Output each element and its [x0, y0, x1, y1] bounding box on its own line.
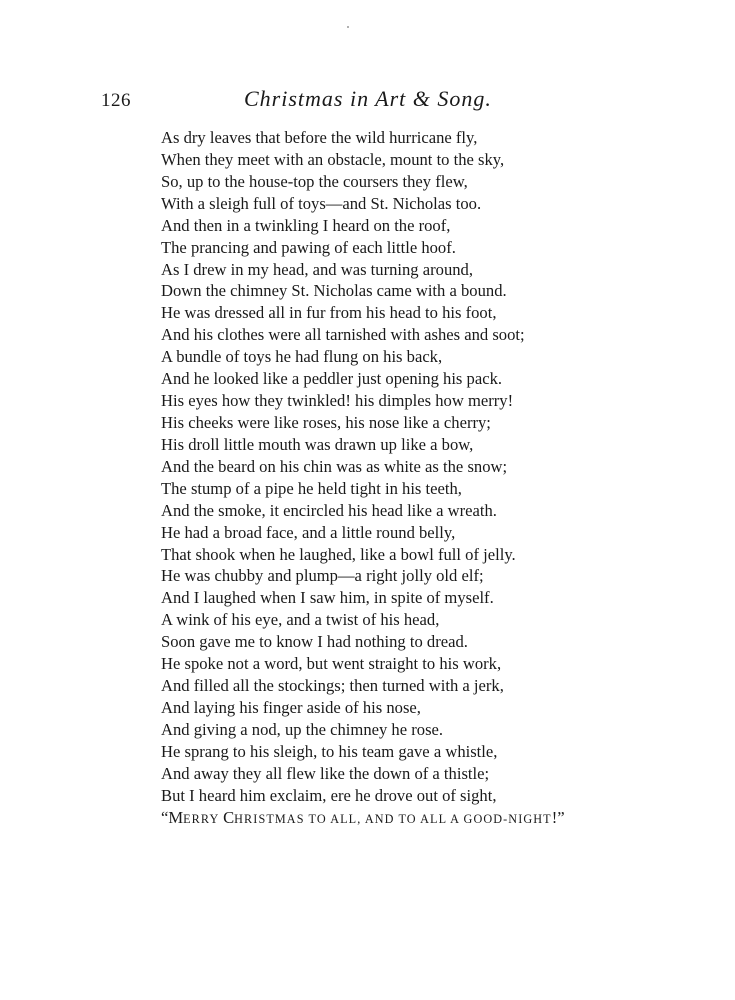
- closing-open-quote: “: [161, 807, 169, 827]
- poem-line: The prancing and pawing of each little hoof.: [161, 237, 456, 257]
- poem-line: His cheeks were like roses, his nose like a cherry;: [161, 412, 491, 432]
- poem-line: And then in a twinkling I heard on the roof,: [161, 215, 451, 235]
- page-header: [0, 84, 735, 114]
- poem-line: That shook when he laughed, like a bowl full of jelly.: [161, 544, 516, 564]
- poem-line: So, up to the house-top the coursers they flew,: [161, 171, 468, 191]
- poem-line: When they meet with an obstacle, mount to the sky,: [161, 149, 505, 169]
- closing-initial-m: M: [168, 807, 184, 827]
- poem-body: [161, 127, 621, 829]
- poem-line: And his clothes were all tarnished with ashes and soot;: [161, 325, 525, 345]
- poem-line: A bundle of toys he had flung on his back,: [161, 347, 443, 367]
- poem-line: With a sleigh full of toys—and St. Nicholas too.: [161, 193, 482, 213]
- poem-line: Soon gave me to know I had nothing to dread.: [161, 632, 468, 652]
- closing-end: !”: [551, 807, 565, 827]
- poem-line: As I drew in my head, and was turning around,: [161, 259, 473, 279]
- closing-smallcaps-2: HRISTMAS TO ALL, AND TO ALL A GOOD-NIGHT: [234, 811, 552, 826]
- poem-line: He spoke not a word, but went straight to his work,: [161, 654, 502, 674]
- poem-line: He had a broad face, and a little round belly,: [161, 522, 456, 542]
- poem-line: He was dressed all in fur from his head to his foot,: [161, 303, 497, 323]
- poem-line: And the smoke, it encircled his head like a wreath.: [161, 500, 497, 520]
- poem-line: And he looked like a peddler just opening his pack.: [161, 369, 503, 389]
- poem-line: But I heard him exclaim, ere he drove out of sight,: [161, 785, 497, 805]
- poem-line: The stump of a pipe he held tight in his teeth,: [161, 478, 462, 498]
- poem-line: And I laughed when I saw him, in spite of myself.: [161, 588, 494, 608]
- page-number: 126: [101, 90, 131, 111]
- poem-line: And laying his finger aside of his nose,: [161, 697, 421, 717]
- poem-line: And giving a nod, up the chimney he rose.: [161, 719, 444, 739]
- poem-line: As dry leaves that before the wild hurricane fly,: [161, 128, 478, 147]
- poem-line: And filled all the stockings; then turned with a jerk,: [161, 676, 504, 696]
- closing-line: [161, 807, 621, 829]
- poem-line: And the beard on his chin was as white as the snow;: [161, 456, 508, 476]
- running-title: Christmas in Art & Song.: [244, 86, 492, 111]
- poem-line: And away they all flew like the down of a thistle;: [161, 763, 490, 783]
- poem-line: He was chubby and plump—a right jolly old elf;: [161, 566, 484, 586]
- paper-speck: [347, 26, 349, 28]
- poem-line: His droll little mouth was drawn up like a bow,: [161, 434, 474, 454]
- poem-line: He sprang to his sleigh, to his team gave a whistle,: [161, 741, 498, 761]
- poem-line: Down the chimney St. Nicholas came with a bound.: [161, 281, 507, 301]
- poem-line: A wink of his eye, and a twist of his head,: [161, 610, 440, 630]
- closing-smallcaps-1: ERRY: [183, 811, 224, 826]
- closing-initial-c: C: [223, 807, 235, 827]
- poem-line: His eyes how they twinkled! his dimples how merry!: [161, 391, 514, 411]
